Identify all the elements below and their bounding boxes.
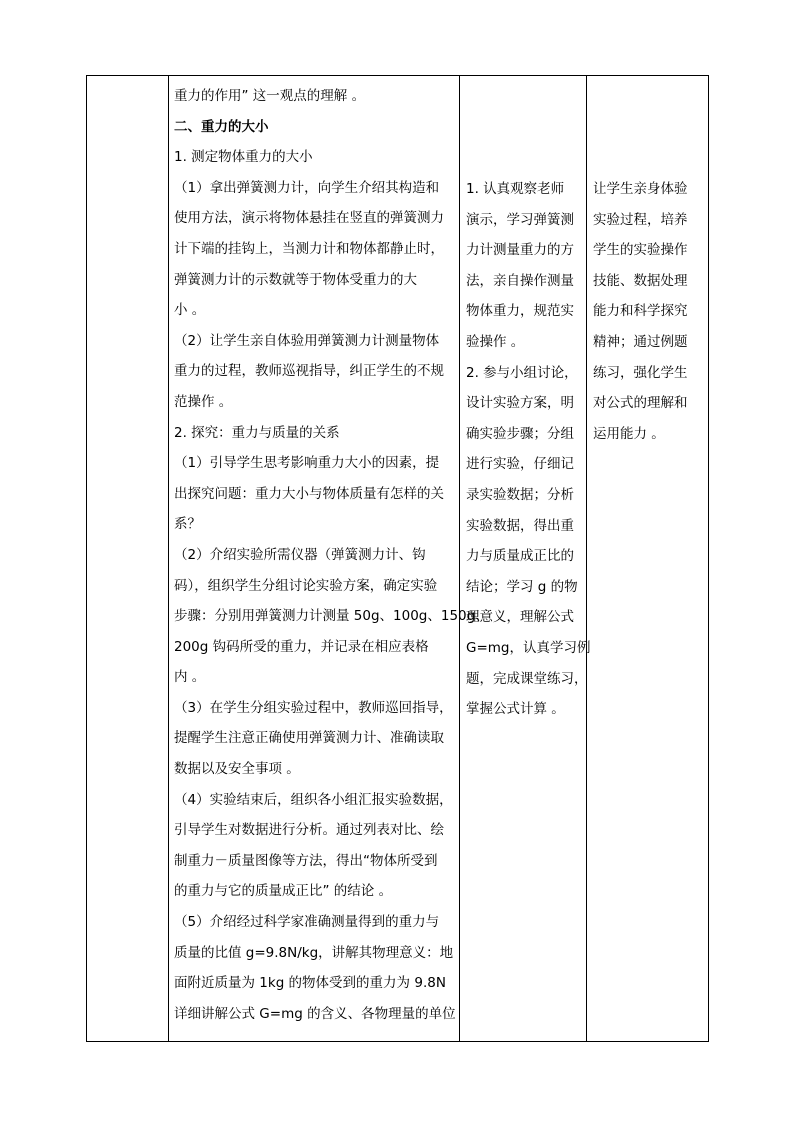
text-line: 录实验数据；分析 (466, 486, 574, 503)
teacher-activity-cell (169, 76, 489, 1042)
text-line: 质量的比值 g=9.8N/kg，讲解其物理意义：地 (174, 944, 454, 961)
student-activity-text (460, 76, 591, 725)
text-line: 对公式的理解和 (593, 395, 688, 412)
text-line: 码），组织学生分组讨论实验方案，确定实验 (174, 577, 438, 594)
text-line: 小 。 (174, 302, 206, 319)
text-line: 实验过程，培养 (593, 211, 688, 228)
text-line: 物体重力，规范实 (466, 303, 574, 320)
text-line: 理意义，理解公式 (466, 609, 574, 626)
text-line: 力计测量重力的方 (466, 242, 574, 259)
text-line: 实验数据，得出重 (466, 517, 574, 534)
text-line: 运用能力 。 (593, 425, 665, 442)
text-line: 200g 钩码所受的重力，并记录在相应表格 (174, 638, 429, 655)
text-line: 出探究问题：重力大小与物体质量有怎样的关 (174, 485, 444, 502)
text-line: 1. 测定物体重力的大小 (174, 149, 313, 166)
text-line: 验操作 。 (466, 333, 525, 350)
text-line: （2）让学生亲自体验用弹簧测力计测量物体 (174, 332, 440, 349)
text-line: 制重力－质量图像等方法，得出“物体所受到 (174, 852, 438, 869)
text-line: 步骤：分别用弹簧测力计测量 50g、100g、150g、 (174, 608, 489, 625)
text-line: 重力的过程，教师巡视指导，纠正学生的不规 (174, 363, 444, 380)
text-line: 范操作 。 (174, 393, 233, 410)
design-intent-text (587, 76, 708, 449)
text-line: 设计实验方案，明 (466, 395, 574, 412)
student-activity-cell (460, 76, 591, 1042)
text-line: （3）在学生分组实验过程中，教师巡回指导， (174, 699, 453, 716)
text-line: 提醒学生注意正确使用弹簧测力计、准确读取 (174, 730, 444, 747)
text-line: 详细讲解公式 G=mg 的含义、各物理量的单位 (174, 1005, 456, 1022)
text-line: 2. 参与小组讨论， (466, 364, 578, 381)
text-line: （4）实验结束后，组织各小组汇报实验数据， (174, 791, 453, 808)
text-line: 二、重力的大小 (174, 118, 269, 135)
text-line: 重力的作用” 这一观点的理解 。 (174, 88, 366, 104)
text-line: 数据以及安全事项 。 (174, 761, 300, 778)
text-line: （2）介绍实验所需仪器（弹簧测力计、钩 (174, 546, 426, 563)
text-line: 力与质量成正比的 (466, 548, 574, 565)
text-line: 练习，强化学生 (593, 364, 688, 381)
text-line: 掌握公式计算 。 (466, 701, 565, 718)
text-line: （1）拿出弹簧测力计，向学生介绍其构造和 (174, 179, 440, 196)
text-line: 能力和科学探究 (593, 303, 688, 320)
table-row (87, 76, 709, 1042)
lesson-plan-table (86, 75, 709, 1042)
text-line: 精神；通过例题 (593, 333, 688, 350)
text-line: G=mg，认真学习例 (466, 639, 591, 656)
text-line: 的重力与它的质量成正比” 的结论 。 (174, 883, 393, 900)
text-line: 面附近质量为 1kg 的物体受到的重力为 9.8N (174, 975, 446, 992)
text-line: 系？ (174, 516, 201, 533)
text-line: 题，完成课堂练习， (466, 670, 588, 687)
text-line: 引导学生对数据进行分析。通过列表对比、绘 (174, 822, 444, 839)
text-line: 结论；学习 g 的物 (466, 578, 578, 595)
text-line: 计下端的挂钩上，当测力计和物体都静止时， (174, 240, 444, 257)
stage-cell (87, 76, 169, 1042)
text-line: 使用方法，演示将物体悬挂在竖直的弹簧测力 (174, 210, 444, 227)
text-line: 确实验步骤；分组 (466, 425, 574, 442)
design-intent-cell (587, 76, 709, 1042)
text-line: 法，亲自操作测量 (466, 272, 574, 289)
text-line: 技能、数据处理 (593, 272, 688, 289)
text-line: 2. 探究：重力与质量的关系 (174, 424, 340, 441)
text-line: 进行实验，仔细记 (466, 456, 574, 473)
text-line: 内 。 (174, 669, 206, 686)
text-line: 学生的实验操作 (593, 242, 688, 259)
text-line: 让学生亲身体验 (593, 181, 688, 197)
teacher-activity-text (169, 76, 489, 1029)
text-line: （1）引导学生思考影响重力大小的因素，提 (174, 455, 440, 472)
text-line: （5）介绍经过科学家准确测量得到的重力与 (174, 914, 440, 931)
text-line: 弹簧测力计的示数就等于物体受重力的大 (174, 271, 417, 288)
text-line: 1. 认真观察老师 (466, 181, 565, 197)
text-line: 演示，学习弹簧测 (466, 211, 574, 228)
